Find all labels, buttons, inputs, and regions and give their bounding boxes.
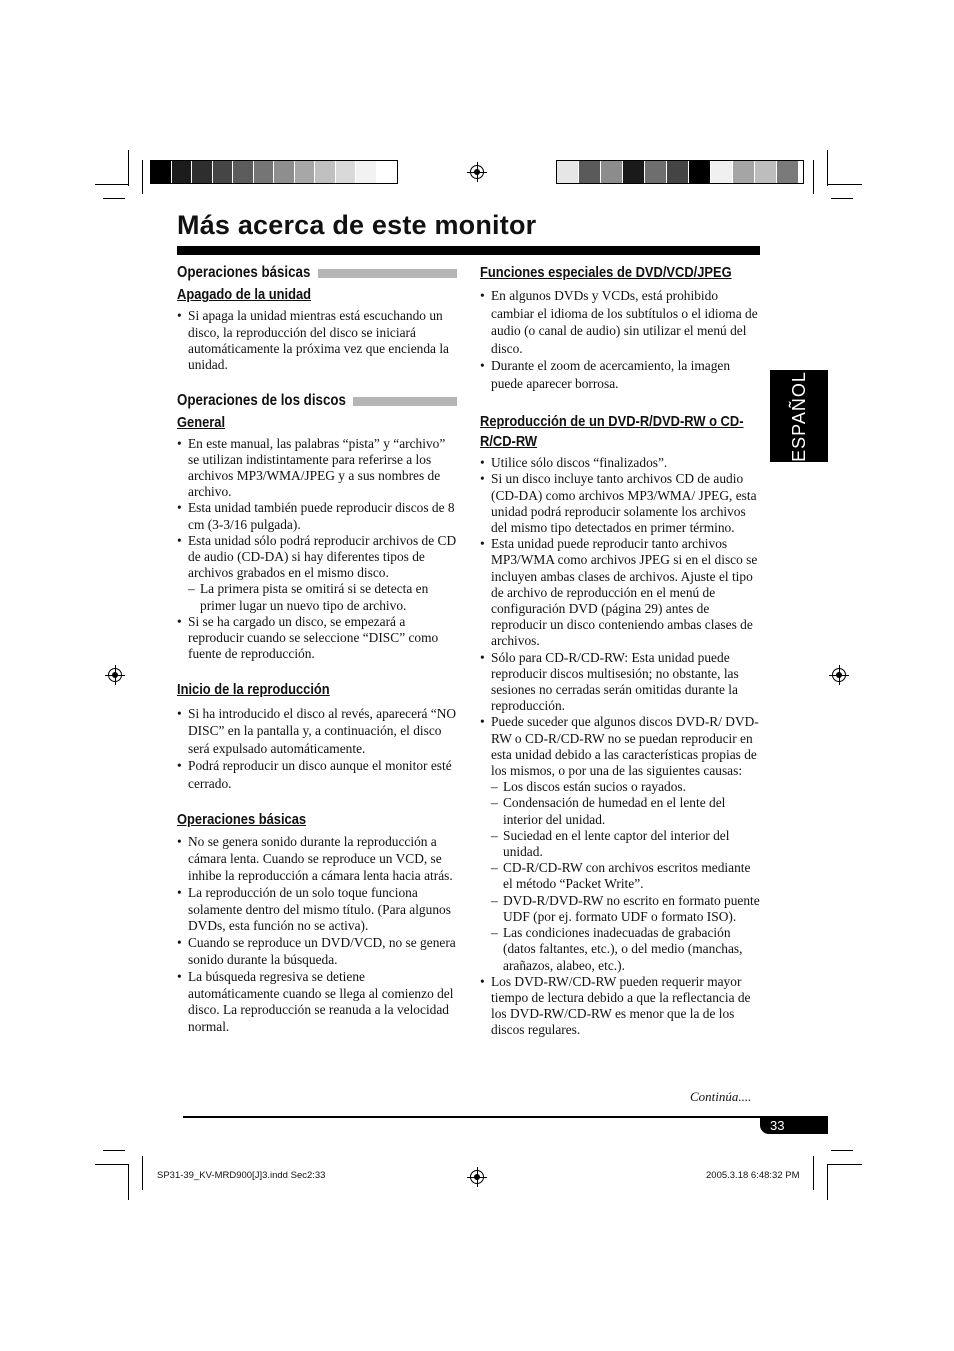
heading-bar: [318, 269, 457, 278]
color-swatch: [192, 161, 213, 183]
crop-mark: [827, 150, 828, 186]
color-swatch: [645, 161, 667, 183]
subsection-title: Inicio de la reproducción: [177, 681, 330, 699]
color-swatch: [777, 161, 799, 183]
file-slug: SP31-39_KV-MRD900[J]3.indd Sec2:33: [157, 1170, 326, 1181]
bullet-list: [177, 705, 457, 793]
crop-mark: [103, 198, 125, 199]
list-item: • En este manual, las palabras “pista” y “archivo” se utilizan indistintamente para referirse a los archivos MP3/WMA/JPEG y a sus nombres de archivo.: [177, 436, 457, 501]
bullet-list: [480, 287, 762, 392]
list-item: • Si apaga la unidad mientras está escuchando un disco, la reproducción del disco se iniciará automáticamente la próxima vez que encienda la unidad.: [177, 308, 457, 373]
color-swatch: [579, 161, 601, 183]
list-item: • Si ha introducido el disco al revés, aparecerá “NO DISC” en la pantalla y, a continuación, el disco será expulsado automáticamente.: [177, 705, 457, 758]
list-item: • Cuando se reproduce un DVD/VCD, no se genera sonido durante la búsqueda.: [177, 935, 457, 969]
list-item: • En algunos DVDs y VCDs, está prohibido cambiar el idioma de los subtítulos o el idioma de audio (o canal de audio) sin utilizar el menú del disco.: [480, 287, 762, 357]
color-swatch: [151, 161, 172, 183]
crop-mark: [827, 1164, 828, 1200]
registration-mark-icon: [108, 668, 122, 682]
section-heading: [177, 393, 457, 409]
crop-mark: [103, 1150, 125, 1151]
color-swatch: [667, 161, 689, 183]
crop-mark: [142, 160, 143, 194]
list-item: • No se genera sonido durante la reproducción a cámara lenta. Cuando se reproduce un VCD, se inhibe la reproducción a cámara lenta hacia atrás.: [177, 834, 457, 884]
subsection-title: Apagado de la unidad: [177, 286, 312, 304]
color-swatch: [733, 161, 755, 183]
section-heading: [177, 265, 457, 281]
crop-mark: [142, 1156, 143, 1190]
color-bar-left: [150, 160, 398, 184]
timestamp-slug: 2005.3.18 6:48:32 PM: [706, 1170, 800, 1181]
dash-item: – DVD-R/DVD-RW no escrito en formato puente UDF (por ej. formato UDF o formato ISO).: [491, 893, 762, 925]
color-swatch: [336, 161, 357, 183]
color-swatch: [315, 161, 336, 183]
registration-mark-icon: [832, 668, 846, 682]
page-number: 33: [760, 1117, 828, 1134]
list-item: • Puede suceder que algunos discos DVD-R/ DVD-RW o CD-R/CD-RW no se puedan reproducir en esta unidad debido a las características propias de los mismos, o por una de las siguientes causas:: [480, 714, 762, 779]
crop-mark: [128, 150, 129, 186]
color-swatch: [254, 161, 275, 183]
crop-mark: [813, 1156, 814, 1190]
color-swatch: [172, 161, 193, 183]
dash-item: – Condensación de humedad en el lente del interior del unidad.: [491, 795, 762, 827]
title-rule: [177, 246, 760, 255]
continued-note: Continúa....: [690, 1089, 752, 1104]
crop-mark: [831, 198, 853, 199]
color-swatch: [601, 161, 623, 183]
right-column: [480, 265, 762, 1039]
list-item: • La búsqueda regresiva se detiene automáticamente cuando se llega al comienzo del disco. La reproducción se reanuda a la velocidad normal.: [177, 969, 457, 1036]
bullet-list: [177, 308, 457, 373]
color-swatch: [557, 161, 579, 183]
crop-mark: [831, 1150, 853, 1151]
list-item: • Utilice sólo discos “finalizados”.: [480, 455, 762, 471]
crop-mark: [813, 160, 814, 194]
list-item: • Los DVD-RW/CD-RW pueden requerir mayor tiempo de lectura debido a que la reflectancia de los DVD-RW/CD-RW es menor que la de los discos regulares.: [480, 974, 762, 1039]
color-swatch: [274, 161, 295, 183]
bullet-list: [177, 834, 457, 1036]
crop-mark: [828, 1164, 862, 1165]
color-swatch: [213, 161, 234, 183]
crop-mark: [828, 184, 862, 185]
list-item: • Podrá reproducir un disco aunque el monitor esté cerrado.: [177, 757, 457, 792]
bullet-list: [480, 455, 762, 1038]
color-swatch: [377, 161, 398, 183]
dash-item: – Los discos están sucios o rayados.: [491, 779, 762, 795]
list-item: • Esta unidad puede reproducir tanto archivos MP3/WMA como archivos JPEG si en el disco se incluyen ambas clases de archivos. Ajuste el tipo de archivo de reproducción en el menú de configuración DVD (página 29) antes de reproducir un disco conteniendo ambas clases de archivos.: [480, 536, 762, 649]
color-swatch: [623, 161, 645, 183]
bottom-rule: [183, 1116, 828, 1118]
color-bar-right: [556, 160, 804, 184]
crop-mark: [95, 184, 129, 185]
left-column: [177, 265, 457, 1036]
list-item: • Esta unidad también puede reproducir discos de 8 cm (3-3/16 pulgada).: [177, 500, 457, 532]
subsection-title: Reproducción de un DVD-R/DVD-RW o CD-R/CD-RW: [480, 413, 744, 451]
color-swatch: [295, 161, 316, 183]
crop-mark: [128, 1164, 129, 1200]
list-item: • La reproducción de un solo toque funciona solamente dentro del mismo título. (Para algunos DVDs, esta función no se activa).: [177, 885, 457, 935]
crop-mark: [95, 1164, 129, 1165]
registration-mark-icon: [470, 165, 484, 179]
color-swatch: [711, 161, 733, 183]
bullet-list: [177, 436, 457, 663]
heading-bar: [353, 397, 457, 406]
subsection-title: Operaciones básicas: [177, 811, 307, 829]
subsection-title: General: [177, 414, 226, 432]
language-tab-label: ESPAÑOL: [788, 370, 809, 462]
list-item: • Durante el zoom de acercamiento, la imagen puede aparecer borrosa.: [480, 357, 762, 392]
list-item: • Esta unidad sólo podrá reproducir archivos de CD de audio (CD-DA) si hay diferentes tipos de archivos grabados en el mismo disco.: [177, 533, 457, 582]
registration-mark-icon: [470, 1170, 484, 1184]
dash-item: – Suciedad en el lente captor del interior del unidad.: [491, 828, 762, 860]
dash-item: – La primera pista se omitirá si se detecta en primer lugar un nuevo tipo de archivo.: [188, 581, 457, 613]
list-item: • Sólo para CD-R/CD-RW: Esta unidad puede reproducir discos multisesión; no obstante, las sesiones no cerradas serán omitidas durante la reproducción.: [480, 650, 762, 715]
section-title: Operaciones de los discos: [177, 392, 346, 410]
dash-item: – CD-R/CD-RW con archivos escritos mediante el método “Packet Write”.: [491, 860, 762, 892]
subsection-title: Funciones especiales de DVD/VCD/JPEG: [480, 264, 732, 281]
list-item: • Si un disco incluye tanto archivos CD de audio (CD-DA) como archivos MP3/WMA/ JPEG, esta unidad podrá reproducir solamente los archivos del mismo tipo detectados en primer término.: [480, 471, 762, 536]
dash-sub-list: [480, 779, 762, 973]
color-swatch: [356, 161, 377, 183]
section-title: Operaciones básicas: [177, 264, 311, 281]
dash-sub-list: [177, 581, 457, 613]
color-swatch: [689, 161, 711, 183]
list-item: • Si se ha cargado un disco, se empezará a reproducir cuando se seleccione “DISC” como fuente de reproducción.: [177, 614, 457, 663]
page-title: Más acerca de este monitor: [177, 210, 537, 240]
dash-item: – Las condiciones inadecuadas de grabación (datos faltantes, etc.), o del medio (manchas, arañazos, alabeo, etc.).: [491, 925, 762, 974]
color-swatch: [755, 161, 777, 183]
color-swatch: [233, 161, 254, 183]
